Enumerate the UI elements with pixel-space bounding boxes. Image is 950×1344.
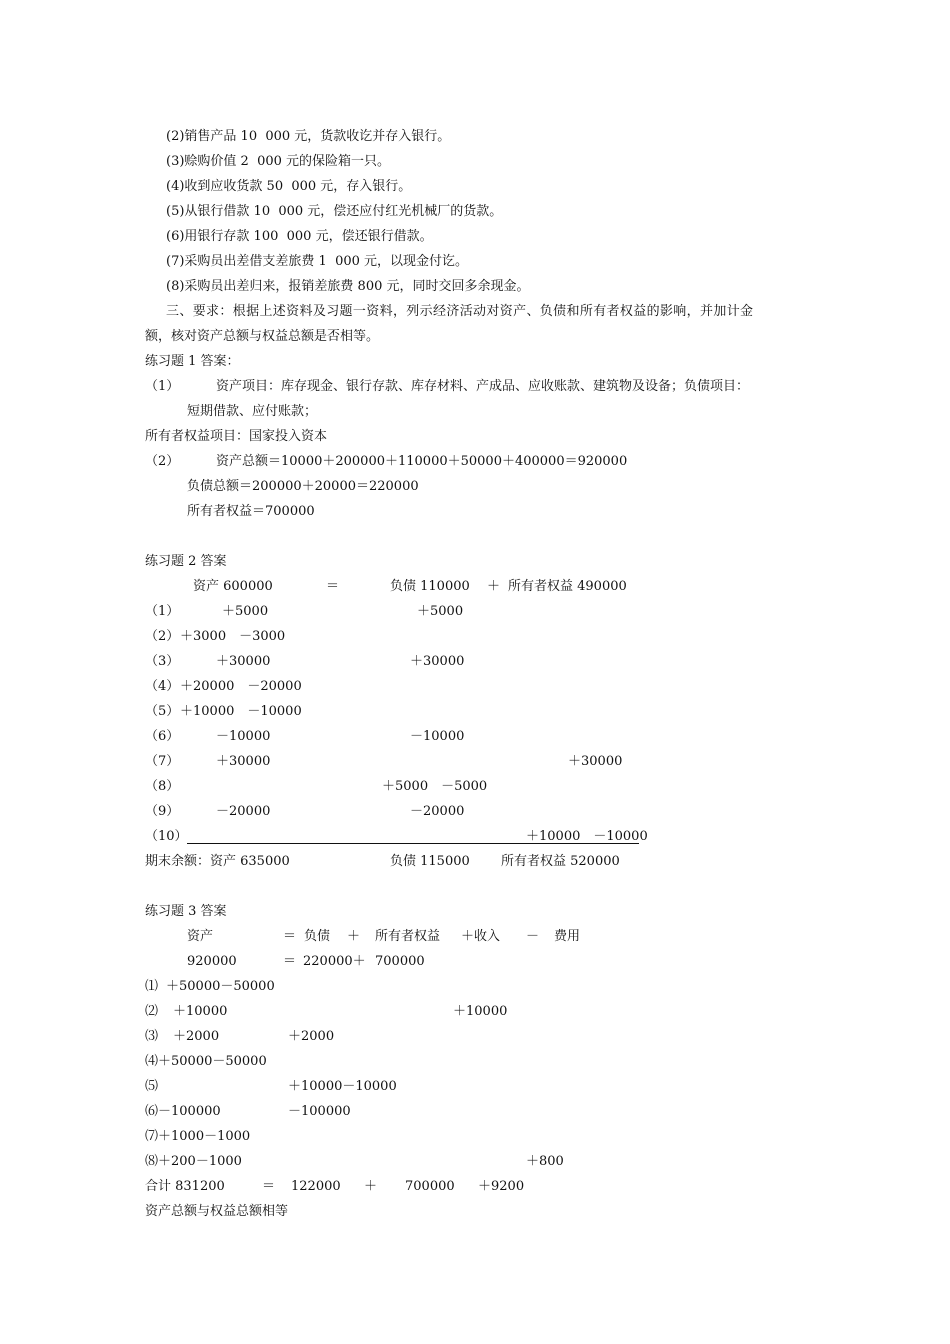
ex2-ending-label: 期末余额：资产 635000 bbox=[145, 854, 290, 869]
ex2-r4-assets: ＋20000 －20000 bbox=[180, 679, 302, 694]
ex1-p2-label: （2） bbox=[145, 454, 180, 469]
ex3-r5-liab: ＋10000－10000 bbox=[288, 1079, 397, 1094]
ex3-h-minus: － bbox=[526, 929, 540, 944]
ex2-ending-liab: 负债 115000 bbox=[390, 854, 470, 869]
ex2-r6-liab: －10000 bbox=[410, 729, 465, 744]
ex2-r1-liab: ＋5000 bbox=[417, 604, 464, 619]
ex3-r2-revenue: ＋10000 bbox=[453, 1004, 508, 1019]
ex3-r6-liab: －100000 bbox=[288, 1104, 351, 1119]
ex3-r6-assets: －100000 bbox=[158, 1104, 221, 1119]
ex3-total-plus: ＋ bbox=[364, 1179, 378, 1194]
ex1-p1-label: （1） bbox=[145, 379, 180, 394]
ex3-r2-assets: ＋10000 bbox=[173, 1004, 228, 1019]
ex3-r6-label: ⑹ bbox=[145, 1104, 159, 1119]
ex2-h-equity: 所有者权益 490000 bbox=[508, 579, 627, 594]
ex3-open-equity: 700000 bbox=[375, 954, 425, 969]
ex3-open-eq: ＝ bbox=[283, 954, 297, 969]
ex3-r2-label: ⑵ bbox=[145, 1004, 159, 1019]
ex2-r8-liab: ＋5000 －5000 bbox=[382, 779, 488, 794]
req-item-7: (7)采购员出差借支差旅费 1 000 元，以现金付讫。 bbox=[166, 254, 469, 269]
req-item-8: (8)采购员出差归来，报销差旅费 800 元，同时交回多余现金。 bbox=[166, 279, 530, 294]
ex2-r9-label: （9） bbox=[145, 804, 180, 819]
ex3-open-assets: 920000 bbox=[187, 954, 237, 969]
ex3-r7-label: ⑺ bbox=[145, 1129, 159, 1144]
ex3-h-liab: 负债 bbox=[304, 929, 331, 944]
ex3-h-equity: 所有者权益 bbox=[375, 929, 441, 944]
ex2-r9-assets: －20000 bbox=[216, 804, 271, 819]
ex3-h-expense: 费用 bbox=[554, 929, 581, 944]
ex1-p2-liab: 负债总额＝200000＋20000＝220000 bbox=[187, 479, 419, 494]
ex3-open-liab: 220000＋ bbox=[303, 954, 366, 969]
ex3-title: 练习题 3 答案 bbox=[145, 904, 227, 919]
ex2-r8-label: （8） bbox=[145, 779, 180, 794]
ex3-r3-assets: ＋2000 bbox=[173, 1029, 220, 1044]
ex1-p2-assets: 资产总额＝10000＋200000＋110000＋50000＋400000＝920000 bbox=[216, 454, 628, 469]
ex3-r4-assets: ＋50000－50000 bbox=[158, 1054, 267, 1069]
ex1-title: 练习题 1 答案： bbox=[145, 354, 240, 369]
ex2-r6-assets: －10000 bbox=[216, 729, 271, 744]
ex2-r3-assets: ＋30000 bbox=[216, 654, 271, 669]
task-line-1: 三、要求：根据上述资料及习题一资料，列示经济活动对资产、负债和所有者权益的影响，并加计金 bbox=[166, 304, 754, 319]
ex2-r5-label: （5） bbox=[145, 704, 180, 719]
ex2-r3-label: （3） bbox=[145, 654, 180, 669]
ex2-r10-label: （10） bbox=[145, 829, 188, 844]
task-line-2: 额，核对资产总额与权益总额是否相等。 bbox=[145, 329, 380, 344]
ex3-total-rest: ＋9200 bbox=[478, 1179, 525, 1194]
req-item-2: (2)销售产品 10 000 元，货款收讫并存入银行。 bbox=[166, 129, 451, 144]
ex2-r7-assets: ＋30000 bbox=[216, 754, 271, 769]
ex2-r7-equity: ＋30000 bbox=[568, 754, 623, 769]
ex1-p1-cont: 短期借款、应付账款； bbox=[187, 404, 318, 419]
ex2-h-liab: 负债 110000 bbox=[390, 579, 470, 594]
ex3-h-assets: 资产 bbox=[187, 929, 214, 944]
ex2-h-assets: 资产 600000 bbox=[193, 579, 273, 594]
ex2-r2-assets: ＋3000 －3000 bbox=[180, 629, 286, 644]
ex2-h-eq: ＝ bbox=[326, 579, 340, 594]
req-item-3: (3)赊购价值 2 000 元的保险箱一只。 bbox=[166, 154, 391, 169]
ex2-r2-label: （2） bbox=[145, 629, 180, 644]
ex3-r8-label: ⑻ bbox=[145, 1154, 159, 1169]
ex3-r1-label: ⑴ bbox=[145, 979, 159, 994]
ex3-h-revenue: ＋收入 bbox=[461, 929, 501, 944]
ex2-r4-label: （4） bbox=[145, 679, 180, 694]
ex3-total-eq: ＝ bbox=[262, 1179, 276, 1194]
ex3-r4-label: ⑷ bbox=[145, 1054, 159, 1069]
ex1-owner-items: 所有者权益项目：国家投入资本 bbox=[145, 429, 328, 444]
ex3-total-label: 合计 831200 bbox=[145, 1179, 225, 1194]
ex2-ending-equity: 所有者权益 520000 bbox=[501, 854, 620, 869]
ex2-r10-equity: ＋10000 －10000 bbox=[526, 829, 648, 844]
ex3-r5-label: ⑸ bbox=[145, 1079, 159, 1094]
req-item-4: (4)收到应收货款 50 000 元，存入银行。 bbox=[166, 179, 412, 194]
ex2-r9-liab: －20000 bbox=[410, 804, 465, 819]
ex2-r5-assets: ＋10000 －10000 bbox=[180, 704, 302, 719]
ex3-h-eq: ＝ bbox=[283, 929, 297, 944]
ex3-r1-assets: ＋50000－50000 bbox=[166, 979, 275, 994]
ex3-r8-assets: ＋200－1000 bbox=[158, 1154, 242, 1169]
ex3-r3-label: ⑶ bbox=[145, 1029, 159, 1044]
ex2-r6-label: （6） bbox=[145, 729, 180, 744]
ex2-sum-underline bbox=[187, 843, 639, 844]
ex2-r1-assets: ＋5000 bbox=[222, 604, 269, 619]
ex2-title: 练习题 2 答案 bbox=[145, 554, 227, 569]
ex2-h-plus: ＋ bbox=[487, 579, 501, 594]
req-item-5: (5)从银行借款 10 000 元，偿还应付红光机械厂的货款。 bbox=[166, 204, 503, 219]
ex3-total-equity: 700000 bbox=[405, 1179, 455, 1194]
ex3-r8-expense: ＋800 bbox=[526, 1154, 564, 1169]
ex3-h-plus: ＋ bbox=[347, 929, 361, 944]
req-item-6: (6)用银行存款 100 000 元，偿还银行借款。 bbox=[166, 229, 433, 244]
ex2-r1-label: （1） bbox=[145, 604, 180, 619]
ex1-p1-text: 资产项目：库存现金、银行存款、库存材料、产成品、应收账款、建筑物及设备；负债项目： bbox=[216, 379, 750, 394]
ex2-r3-liab: ＋30000 bbox=[410, 654, 465, 669]
ex3-r7-assets: ＋1000－1000 bbox=[158, 1129, 251, 1144]
ex3-r3-liab: ＋2000 bbox=[288, 1029, 335, 1044]
ex2-r7-label: （7） bbox=[145, 754, 180, 769]
ex1-p2-equity: 所有者权益＝700000 bbox=[187, 504, 315, 519]
ex3-total-liab: 122000 bbox=[291, 1179, 341, 1194]
ex3-conclusion: 资产总额与权益总额相等 bbox=[145, 1204, 289, 1219]
